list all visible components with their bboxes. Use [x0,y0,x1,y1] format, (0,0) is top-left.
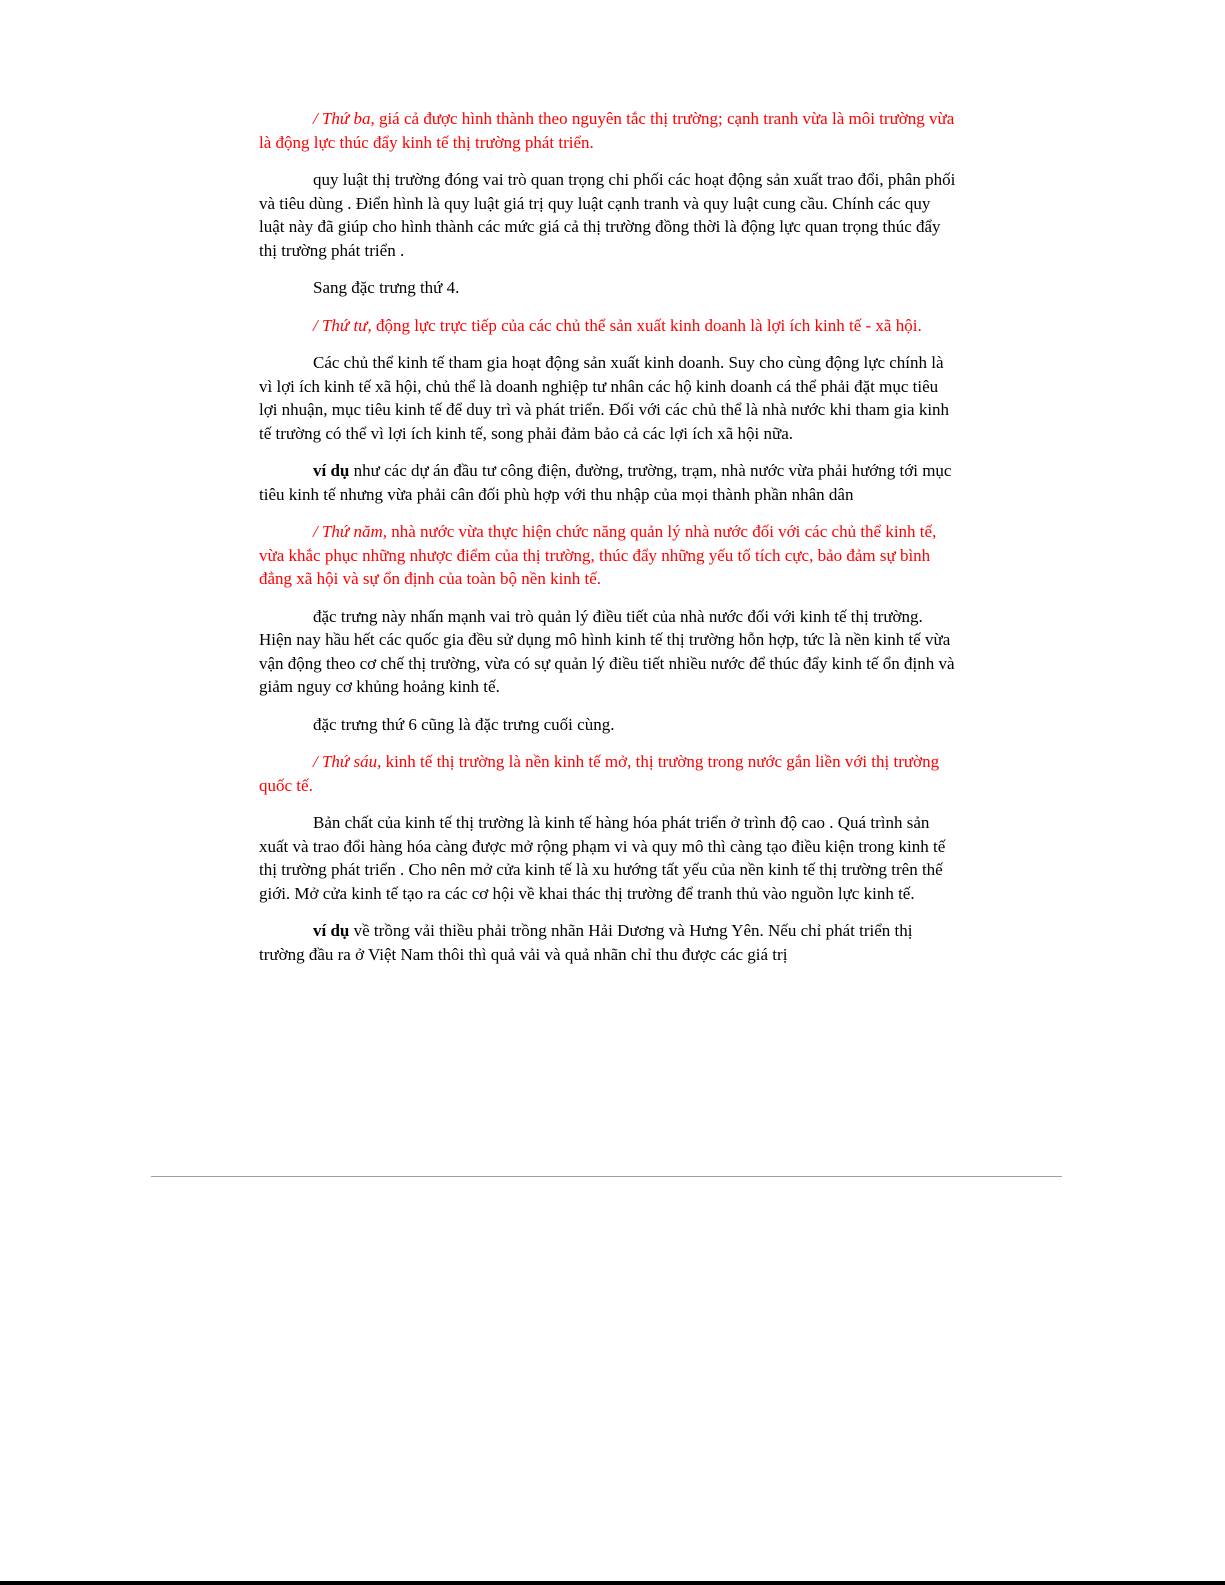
paragraph-thu-sau [259,750,959,797]
paragraph-lead: ví dụ [313,921,350,940]
paragraph-text: đặc trưng này nhấn mạnh vai trò quản lý điều tiết của nhà nước đối với kinh tế thị trường. Hiện nay hầu hết các quốc gia đều sử dụng mô hình kinh tế thị trường hỗn hợp, tức là nền kinh tế vừa vận động theo cơ chế thị trường, vừa có sự quản lý điều tiết nhiều nước để thúc đẩy kinh tế ổn định và giảm nguy cơ khủng hoảng kinh tế. [259,606,955,696]
paragraph-text: đặc trưng thứ 6 cũng là đặc trưng cuối cùng. [313,714,615,734]
paragraph-thu-ba [259,107,959,154]
paragraph-thu-tu [259,314,959,338]
paragraph-text: như các dự án đầu tư công điện, đường, trường, trạm, nhà nước vừa phải hướng tới mục tiêu kinh tế nhưng vừa phải cân đối phù hợp với thu nhập của mọi thành phần nhân dân [259,461,952,504]
paragraph-vi-du-1 [259,459,959,506]
paragraph-chu-the-kinh-te [259,351,959,445]
paragraph-quy-luat [259,168,959,262]
paragraph-lead: / Thứ ba, [313,109,375,128]
paragraph-text: về trồng vải thiều phải trồng nhãn Hải Dương và Hưng Yên. Nếu chỉ phát triển thị trường đầu ra ở Việt Nam thôi thì quả vải và quả nhãn chỉ thu được các giá trị [259,921,913,964]
paragraph-lead: / Thứ năm, [313,522,387,541]
paragraph-text: quy luật thị trường đóng vai trò quan trọng chi phối các hoạt động sản xuất trao đổi, phân phối và tiêu dùng . Điển hình là quy luật giá trị quy luật cạnh tranh và quy luật cung cầu. Chính các quy luật này đã giúp cho hình thành các mức giá cả thị trường đồng thời là động lực quan trọng thúc đẩy thị trường phát triển . [259,170,956,260]
paragraph-text: Bản chất của kinh tế thị trường là kinh tế hàng hóa phát triển ở trình độ cao . Quá trình sản xuất và trao đổi hàng hóa càng được mở rộng phạm vi và quy mô thì càng tạo điều kiện trong kinh tế thị trường phát triển . Cho nên mở cửa kinh tế là xu hướng tất yếu của nền kinh tế thị trường trên thế giới. Mở cửa kinh tế tạo ra các cơ hội về khai thác thị trường để tranh thủ vào nguồn lực kinh tế. [259,813,946,903]
paragraph-vi-du-2 [259,919,959,966]
paragraph-vai-tro-nha-nuoc [259,605,959,699]
paragraph-text: Sang đặc trưng thứ 4. [313,278,460,297]
paragraph-lead: / Thứ tư, [313,315,372,335]
paragraph-text: kinh tế thị trường là nền kinh tế mở, thị trường trong nước gắn liền với thị trường quốc tế. [259,752,940,795]
paragraph-thu-nam [259,520,959,591]
page-bottom-edge [0,1581,1225,1585]
paragraph-text: nhà nước vừa thực hiện chức năng quản lý nhà nước đối với các chủ thể kinh tế, vừa khắc phục những nhược điểm của thị trường, thúc đẩy những yếu tố tích cực, bảo đảm sự bình đẳng xã hội và sự ổn định của toàn bộ nền kinh tế. [259,522,937,588]
paragraph-dac-trung-6 [259,713,959,737]
document-body [259,107,959,980]
paragraph-text: Các chủ thể kinh tế tham gia hoạt động sản xuất kinh doanh. Suy cho cùng động lực chính là vì lợi ích kinh tế xã hội, chủ thể là doanh nghiệp tư nhân các hộ kinh doanh cá thể phải đặt mục tiêu lợi nhuận, mục tiêu kinh tế để duy trì và phát triển. Đối với các chủ thể là nhà nước khi tham gia kinh tế trường có thể vì lợi ích kinh tế, song phải đảm bảo cả các lợi ích xã hội nữa. [259,353,950,443]
paragraph-text: động lực trực tiếp của các chủ thể sản xuất kinh doanh là lợi ích kinh tế - xã hội. [371,315,922,335]
footer-divider [151,1176,1062,1177]
paragraph-ban-chat [259,811,959,905]
paragraph-dac-trung-4 [259,276,959,300]
paragraph-lead: / Thứ sáu, [313,752,382,771]
paragraph-lead: ví dụ [313,461,350,480]
paragraph-text: giá cả được hình thành theo nguyên tắc thị trường; cạnh tranh vừa là môi trường vừa là động lực thúc đẩy kinh tế thị trường phát triển. [259,109,955,152]
